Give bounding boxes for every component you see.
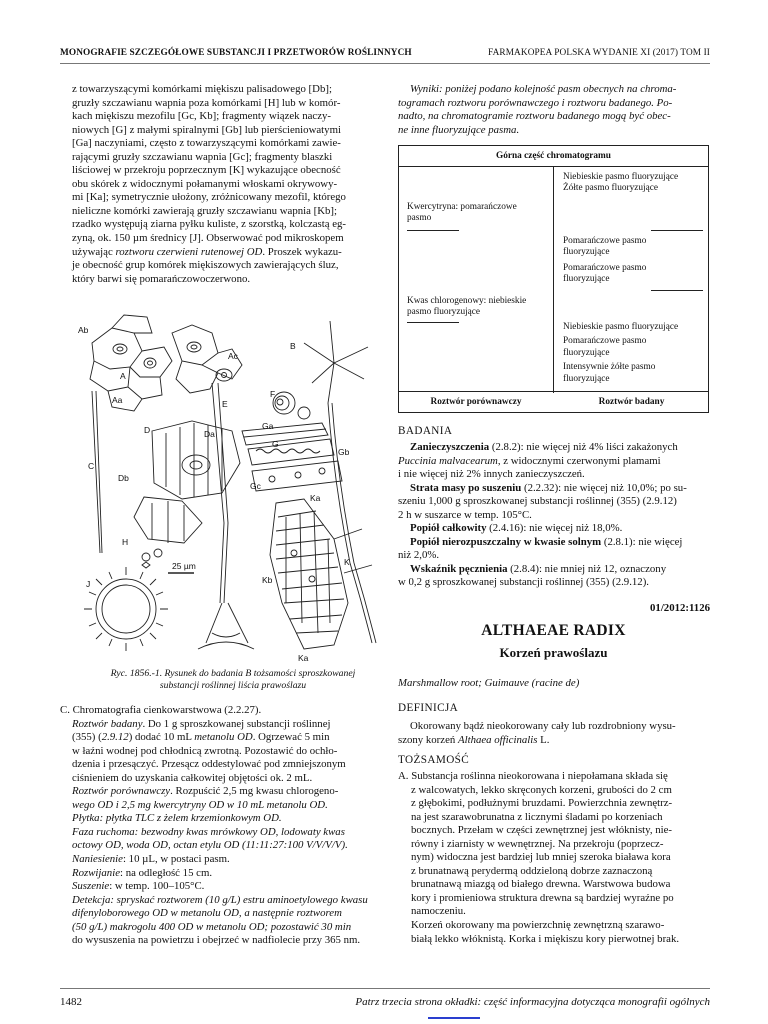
fig-label-a: A — [120, 371, 126, 381]
fig-label-ka-bottom: Ka — [298, 653, 309, 663]
fig-scale-label: 25 µm — [172, 561, 196, 571]
section-c-heading: C. Chromatografia cienkowarstwowa (2.2.27). — [60, 704, 262, 716]
microscopy-figure — [72, 303, 394, 663]
text-line: namoczeniu. — [411, 905, 466, 918]
fig-label-gc: Gc — [250, 481, 261, 491]
text-line: rzadko występują ziarna pyłku kuliste, z szorstką, kolczastą eg- — [72, 218, 347, 231]
running-header-right: FARMAKOPEA POLSKA WYDANIE XI (2017) TOM II — [488, 48, 710, 58]
text-line: brunatnawą miazgą od białego drewna. Warstwowa budowa — [411, 878, 671, 891]
text-line: który barwi się pomarańczowoczerwono. — [72, 272, 251, 285]
fig-label-db: Db — [118, 473, 129, 483]
header-rule — [60, 63, 710, 64]
text-line: ciśnieniem do uzyskania całkowitej objętości ok. 2 mL. — [72, 771, 313, 784]
monograph-reference: 01/2012:1126 — [650, 602, 710, 614]
fig-label-da: Da — [204, 429, 215, 439]
fig-label-g: G — [272, 439, 279, 449]
left-band-kwas-chlorogenowy: Kwas chlorogenowy: niebieskie pasmo fluoryzujące — [407, 296, 527, 318]
text-line: ne inne fluoryzujące pasma. — [398, 123, 520, 136]
fig-label-e: E — [222, 399, 228, 409]
fig-label-c: C — [88, 461, 95, 471]
text-line: gruzły szczawianu wapnia poza komórkami [H] lub w komór- — [72, 96, 341, 109]
badania-heading: BADANIA — [398, 425, 453, 437]
table-footer: Roztwór porównawczy Roztwór badany — [399, 391, 708, 412]
fig-label-h: H — [122, 537, 129, 547]
tozsamosc-heading: TOŻSAMOŚĆ — [398, 754, 470, 766]
table-divider — [553, 166, 554, 393]
text-line: nieliczne komórki zawierają gruzły szczawianu wapnia [Kb]; — [72, 204, 338, 217]
text-line: kory i promieniowa struktura drewna są bardziej wyraźne po — [411, 891, 674, 904]
band-marker — [651, 230, 703, 231]
text-line: na jest szarawobrunatna z licznymi śladami po korzeniach — [411, 810, 663, 823]
band-marker — [651, 290, 703, 291]
text-line: białą lekko włóknistą. Korka i miękiszu kory pierwotnej brak. — [411, 932, 680, 945]
text-line: mi [Ka]; symetrycznie ułożony, zróżnicowany mezofil, którego — [72, 191, 346, 204]
text-line: z brunatnawą perydermą oddzieloną dobrze zaznaczoną — [411, 864, 653, 877]
text-line: rającymi gruzły szczawianu wapnia [Gc]; fragmenty blaszki — [72, 150, 333, 163]
text-line: z towarzyszącymi komórkami miękiszu palisadowego [Db]; — [72, 83, 332, 95]
right-low-bands: Niebieskie pasmo fluoryzujące Pomarańczowe pasmo fluoryzujące Intensywnie żółte pasmo fluoryzujące — [563, 322, 679, 384]
fig-label-aa: Aa — [112, 395, 123, 405]
fig-label-kb: Kb — [262, 575, 273, 585]
fig-label-j: J — [86, 579, 91, 589]
text-line: je obecność grup komórek miękiszowych zawierających śluz, — [72, 259, 339, 272]
wyniki-paragraph: Wyniki: poniżej podano kolejność pasm obecnych na chroma- togramach roztworu porównawczego i roztworu badanego. Po- nadto, na chromatogramie roztworu badanego mogą być obec- ne inne fluoryzujące pasma. — [398, 83, 709, 137]
text-line: z walcowatych, lekko skręconych korzeni, grubości do 2 cm — [411, 783, 672, 796]
fig-label-ga: Ga — [262, 421, 274, 431]
right-mid-bands: Pomarańczowe pasmo fluoryzujące Pomarańczowe pasmo fluoryzujące — [563, 236, 647, 285]
footer-note: Patrz trzecia strona okładki: część informacyjna dotycząca monografii ogólnych — [355, 996, 710, 1008]
definicja-heading: DEFINICJA — [398, 702, 459, 714]
alternative-names: Marshmallow root; Guimauve (racine de) — [398, 677, 580, 689]
running-header-left: MONOGRAFIE SZCZEGÓŁOWE SUBSTANCJI I PRZETWORÓW ROŚLINNYCH — [60, 48, 412, 58]
figure-caption: Ryc. 1856.-1. Rysunek do badania B tożsamości sproszkowanej substancji roślinnej liścia prawoślazu — [110, 668, 356, 691]
fig-label-k: K — [344, 557, 350, 567]
fig-label-f: F — [270, 389, 276, 399]
text-line: zyną, ok. 150 µm średnicy [J]. Obserwować pod mikroskopem — [72, 232, 344, 245]
badania-body: Zanieczyszczenia (2.8.2): nie więcej niż 4% liści zakażonych Puccinia malvacearum, z widocznymi czerwonymi plamami i nie więcej niż 2% innych zanieczyszczeń. Strata masy po suszeniu (2.2.32): nie więcej niż 10,0%; po su- szeniu 1,000 g sproszkowanej substancji roślinnej (355) (2.9.12) 2 h w suszarce w temp. 105°C. Popiół całkowity (2.4.16): nie więcej niż 18,0%. Popiół nierozpuszczalny w kwasie solnym (2.8.1): nie więcej niż 2,0%. Wskaźnik pęcznienia (2.8.4): nie mniej niż 12, oznaczony w 0,2 g sproszkowanej substancji roślinnej (355) (2.9.12). — [398, 441, 687, 589]
fig-label-ab: Ab — [78, 325, 89, 335]
text-line: togramach roztworu porównawczego i roztworu badanego. Po- — [398, 96, 673, 109]
text-line: nadto, na chromatogramie roztworu badanego mogą być obec- — [398, 110, 671, 123]
fig-label-d: D — [144, 425, 151, 435]
text-line: Korzeń okorowany ma powierzchnię zewnętrzną szarawo- — [411, 919, 665, 932]
text-line: A. Substancja roślinna nieokorowana i niepołamana składa się — [398, 770, 668, 782]
text-line: bocznych. Przełam w części zewnętrznej jest włóknisty, nie- — [411, 824, 673, 837]
text-line: kach miękiszu mezofilu [Gc, Kb]; fragmenty wiązek naczy- — [72, 110, 332, 123]
fig-label-gb: Gb — [338, 447, 350, 457]
monograph-subtitle: Korzeń prawoślazu — [499, 645, 608, 660]
text-line: nym) widoczna jest bardziej lub mniej szeroka biaława kora — [411, 851, 671, 864]
tozsamosc-body — [398, 770, 709, 946]
text-line: niowych [G] z małymi spiralnymi [Gb] lub pierścieniowatymi — [72, 123, 341, 136]
right-top-bands: Niebieskie pasmo fluoryzujące Żółte pasmo fluoryzujące — [563, 172, 679, 194]
fig-label-b: B — [290, 341, 296, 351]
text-line: równy i ziarnisty w wewnętrznej. Na przekroju (poprzecz- — [411, 837, 664, 850]
chromatogram-table — [398, 145, 709, 413]
footer-rule — [60, 988, 710, 989]
text-line: z głębokimi, podłużnymi bruzdami. Powierzchnia zewnętrz- — [411, 797, 673, 810]
page-number: 1482 — [60, 996, 82, 1008]
definicja-body: Okorowany bądź nieokorowany cały lub rozdrobniony wysu- szony korzeń Althaea officinalis L. — [398, 720, 676, 746]
monograph-title: ALTHAEAE RADIX — [481, 622, 626, 639]
section-c: C. Chromatografia cienkowarstwowa (2.2.27). Roztwór badany. Do 1 g sproszkowanej substancji roślinnej (355) (2.9.12) dodać 10 mL metanolu OD. Ogrzewać 5 min w łaźni wodnej pod chłodnicą zwrotną. Pozostawić do ochło- dzenia i przesączyć. Przesącz oddestylować pod zmniejszonym ciśnieniem do uzyskania całkowitej objętości ok. 2 mL. Roztwór porównawczy. Rozpuścić 2,5 mg kwasu chlorogeno- wego OD i 2,5 mg kwercytryny OD w 10 mL metanolu OD. Płytka: płytka TLC z żelem krzemionkowym OD. Faza ruchoma: bezwodny kwas mrówkowy OD, lodowaty kwas octowy OD, woda OD, octan etylu OD (11:11:27:100 V/V/V/V). Naniesienie: 10 µL, w postaci pasm. Rozwijanie: na odległość 15 cm. Suszenie: w temp. 100–105°C. Detekcja: spryskać roztworem (10 g/L) estru aminoetylowego kwasu difenyloborowego OD w metanolu OD, a następnie roztworem (50 g/L) makrogolu 400 OD w metanolu OD; pozostawić 30 min do wysuszenia na powietrzu i obejrzeć w nadfiolecie przy 365 nm. — [60, 704, 394, 948]
text-line: w łaźni wodnej pod chłodnicą zwrotną. Pozostawić do ochło- — [72, 744, 338, 757]
link-indicator[interactable] — [428, 1017, 480, 1019]
text-line: obu skórek z widocznymi połamanymi włoskami okrywowy- — [72, 177, 338, 190]
table-header: Górna część chromatogramu — [399, 146, 708, 167]
left-band-kwercytryna: Kwercytryna: pomarańczowe pasmo — [407, 202, 517, 224]
text-line: dzenia i przesączyć. Przesącz oddestylować pod zmniejszonym — [72, 758, 346, 771]
fig-label-ac: Ac — [228, 351, 238, 361]
band-marker — [407, 230, 459, 231]
text-line: liściowej w przekroju poprzecznym [K] wykazujące obecność — [72, 164, 341, 177]
left-intro-paragraph: z towarzyszącymi komórkami miękiszu palisadowego [Db]; gruzły szczawianu wapnia poza komórkami [H] lub w komór- kach miękiszu mezofilu [Gc, Kb]; fragmenty wiązek naczy- niowych [G] z małymi spiralnymi [Gb] lub pierścieniowatymi [Ga] naczyniami, często z towarzyszącymi komórkami zawie- rającymi gruzły szczawianu wapnia [Gc]; fragmenty blaszki liściowej w przekroju poprzecznym [K] wykazujące obecność obu skórek z widocznymi połamanymi włoskami okrywowy- mi [Ka]; symetrycznie ułożony, zróżnicowany mezofil, którego nieliczne komórki zawierają gruzły szczawianu wapnia [Kb]; rzadko występują ziarna pyłku kuliste, z szorstką, kolczastą eg- zyną, ok. 150 µm średnicy [J]. Obserwować pod mikroskopem używając roztworu czerwieni rutenowej OD. Proszek wykazu- je obecność grup komórek miękiszowych zawierających śluz, który barwi się pomarańczowoczerwono. — [72, 83, 394, 286]
fig-label-ka-top: Ka — [310, 493, 321, 503]
band-marker — [407, 322, 459, 323]
text-line: [Ga] naczyniami, często z towarzyszącymi komórkami zawie- — [72, 137, 341, 150]
